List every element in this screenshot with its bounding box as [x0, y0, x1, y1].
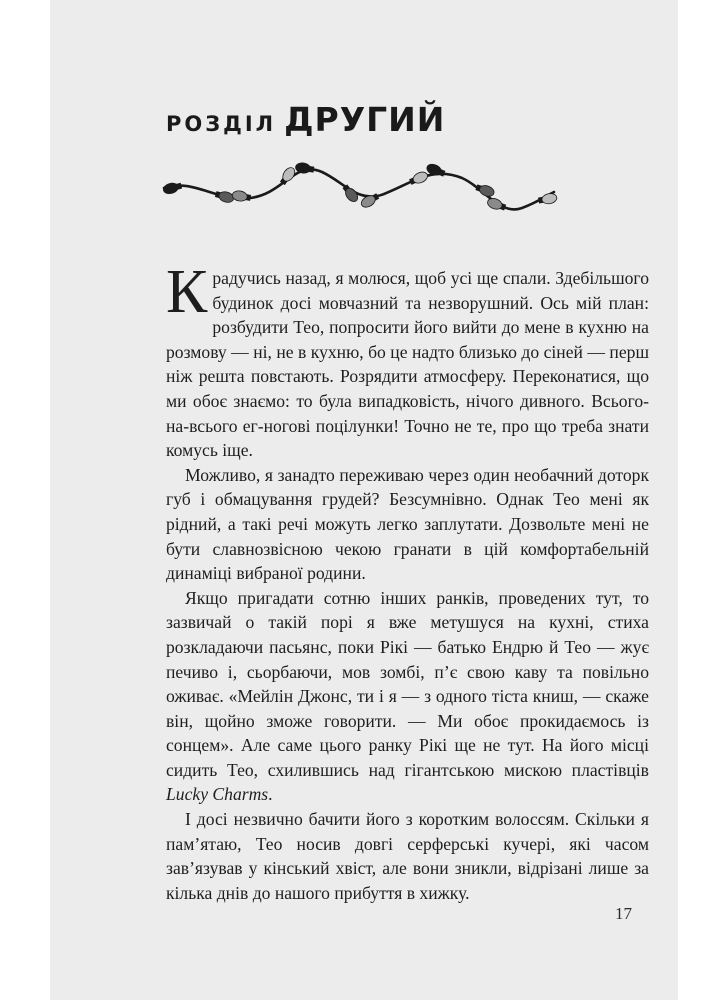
light-bulb-icon [162, 181, 182, 195]
chapter-number: ДРУГИЙ [284, 100, 446, 139]
light-bulb-icon [408, 170, 429, 187]
chapter-text [166, 258, 649, 905]
light-bulb-icon [231, 190, 251, 203]
chapter-word: РОЗДІЛ [166, 112, 277, 136]
paragraph-3-text: Якщо пригадати сотню інших ранків, проведених тут, то зазвичай о такій порі я вже метушуся на кухні, стиха розкладаючи пасьянс, поки Рікі — батько Ендрю й Тео — жує печиво і, сьорбаючи, мов зомбі, п’є свою каву та повільно оживає. «Мейлін Джонс, ти і я — з одного тіста книш, — скаже він, щойно зможе говорити. — Ми обоє прокидаємось із сонцем». Але саме цього ранку Рікі ще не тут. На його місці сидить Тео, схилившись над гігантською мискою пластівців [166, 587, 649, 780]
light-bulb-icon [475, 182, 496, 198]
paragraph-3-end: . [268, 784, 273, 805]
light-bulb-icon [538, 192, 558, 205]
paragraph-3 [166, 586, 649, 807]
paragraph-2: Можливо, я занадто переживаю через один необачний доторк губ і обмацування грудей? Безсумнівно. Однак Тео мені як рідний, а такі речі можуть легко заплутати. Дозвольте мені не бути славнозвісною чекою гранати в цій комфортабельній динаміці вибраної родини. [166, 464, 649, 584]
paragraph-1: Крадучись назад, я молюся, щоб усі ще спали. Здебільшого будинок досі мовчазний та незворушний. Ось мій план: розбудити Тео, попросити його вийти до мене в кухню на розмову — ні, не в кухню, бо це надто близько до сіней — перш ніж решта повстають. Розрядити атмосферу. Переконатися, що ми обоє знаємо: то була випадковість, нічого дивного. Всього-на-всього ег-ногові поцілунки! Точно не те, про що треба знати комусь іще. [166, 258, 649, 461]
light-bulb-icon [214, 189, 235, 204]
book-page [50, 0, 678, 1000]
paragraph-4: І досі незвично бачити його з коротким волоссям. Скільки я пам’ятаю, Тео носив довгі серферські кучері, які часом зав’язував у кінський хвіст, але вони зникли, відрізані лише за кілька днів до нашого прибуття в хижку. [166, 809, 649, 903]
brand-name: Lucky Charms [166, 784, 269, 805]
string-lights-decoration [154, 156, 558, 238]
page-number: 17 [615, 904, 632, 923]
chapter-heading [166, 100, 445, 139]
